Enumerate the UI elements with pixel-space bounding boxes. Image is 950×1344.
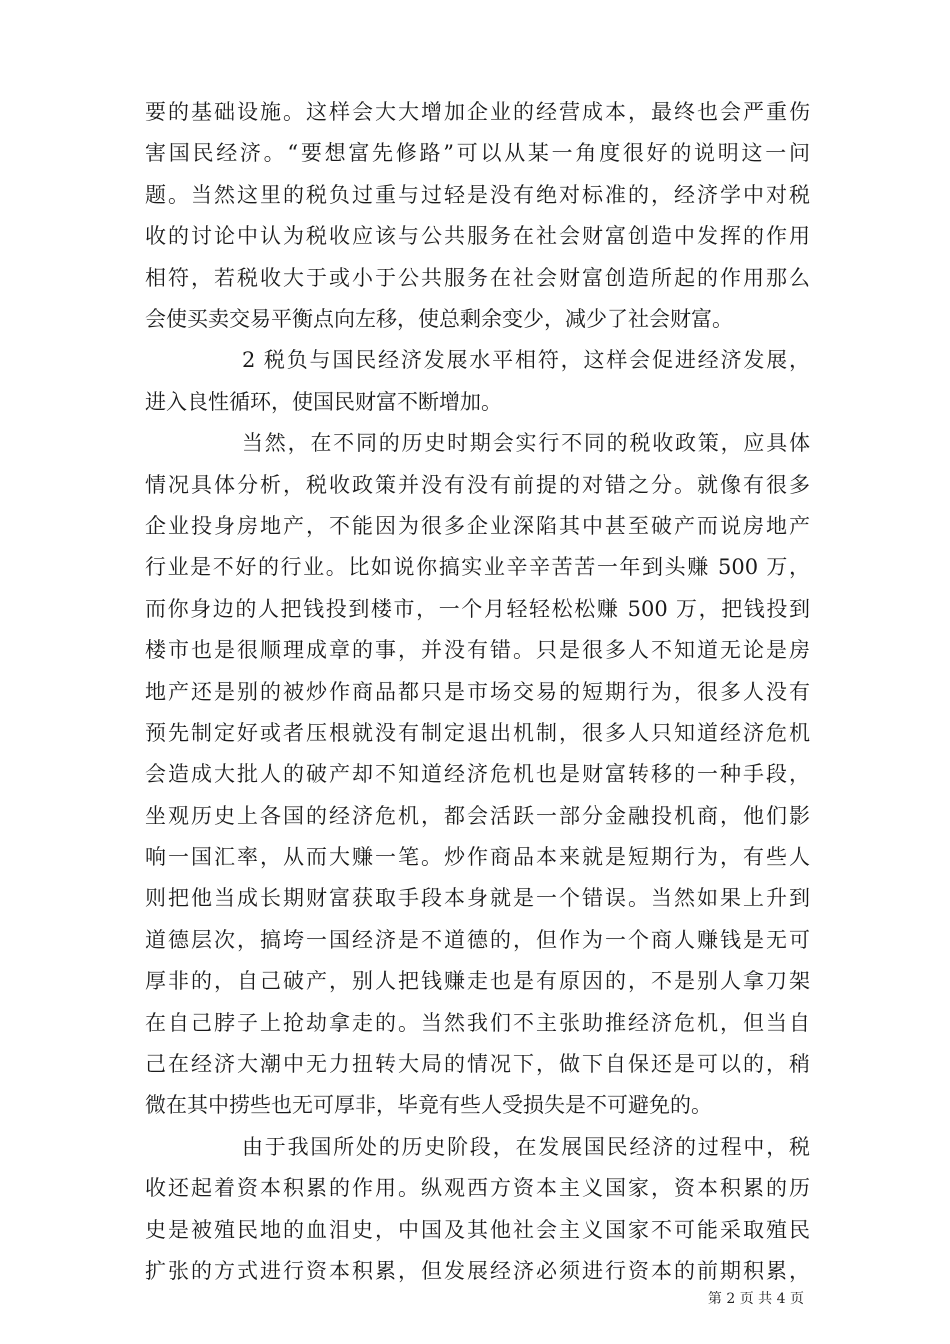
text-line-20: 则把他当成长期财富获取手段本身就是一个错误。当然如果上升到 (145, 886, 810, 910)
text-line-18: 坐观历史上各国的经济危机，都会活跃一部分金融投机商，他们影 (145, 804, 810, 828)
text-line-27: 收还起着资本积累的作用。纵观西方资本主义国家，资本积累的历 (145, 1176, 810, 1200)
text-line-26: 由于我国所处的历史阶段，在发展国民经济的过程中，税 (242, 1135, 810, 1159)
text-line-2: 害国民经济。“要想富先修路”可以从某一角度很好的说明这一问 (145, 141, 810, 165)
text-line-25: 微在其中捞些也无可厚非，毕竟有些人受损失是不可避免的。 (145, 1093, 712, 1117)
text-line-15: 地产还是别的被炒作商品都只是市场交易的短期行为，很多人没有 (145, 680, 810, 704)
page-number-footer: 第 2 页 共 4 页 (707, 1291, 804, 1307)
text-line-8: 进入良性循环，使国民财富不断增加。 (145, 390, 502, 414)
text-line-24: 己在经济大潮中无力扭转大局的情况下，做下自保还是可以的，稍 (145, 1052, 810, 1076)
text-line-6: 会使买卖交易平衡点向左移，使总剩余变少，减少了社会财富。 (145, 307, 733, 331)
text-line-11: 企业投身房地产，不能因为很多企业深陷其中甚至破产而说房地产 (145, 514, 810, 538)
text-line-19: 响一国汇率，从而大赚一笔。炒作商品本来就是短期行为，有些人 (145, 845, 810, 869)
text-line-14: 楼市也是很顺理成章的事，并没有错。只是很多人不知道无论是房 (145, 638, 810, 662)
text-line-3: 题。当然这里的税负过重与过轻是没有绝对标准的，经济学中对税 (145, 183, 810, 207)
text-line-16: 预先制定好或者压根就没有制定退出机制，很多人只知道经济危机 (145, 721, 810, 745)
text-line-13: 而你身边的人把钱投到楼市，一个月轻轻松松赚 500 万，把钱投到 (145, 597, 810, 621)
text-line-28: 史是被殖民地的血泪史，中国及其他社会主义国家不可能采取殖民 (145, 1218, 810, 1242)
text-line-7: 2 税负与国民经济发展水平相符，这样会促进经济发展， (242, 348, 810, 372)
text-line-12: 行业是不好的行业。比如说你搞实业辛辛苦苦一年到头赚 500 万， (145, 555, 810, 579)
text-line-17: 会造成大批人的破产却不知道经济危机也是财富转移的一种手段， (145, 762, 810, 786)
text-line-1: 要的基础设施。这样会大大增加企业的经营成本，最终也会严重伤 (145, 100, 810, 124)
text-line-29: 扩张的方式进行资本积累，但发展经济必须进行资本的前期积累， (145, 1259, 810, 1283)
text-line-9: 当然，在不同的历史时期会实行不同的税收政策，应具体 (242, 431, 810, 455)
text-line-5: 相符，若税收大于或小于公共服务在社会财富创造所起的作用那么 (145, 266, 810, 290)
text-line-4: 收的讨论中认为税收应该与公共服务在社会财富创造中发挥的作用 (145, 224, 810, 248)
text-line-22: 厚非的，自己破产，别人把钱赚走也是有原因的，不是别人拿刀架 (145, 969, 810, 993)
text-line-21: 道德层次，搞垮一国经济是不道德的，但作为一个商人赚钱是无可 (145, 928, 810, 952)
text-line-23: 在自己脖子上抢劫拿走的。当然我们不主张助推经济危机，但当自 (145, 1011, 810, 1035)
text-line-10: 情况具体分析，税收政策并没有没有前提的对错之分。就像有很多 (145, 473, 810, 497)
